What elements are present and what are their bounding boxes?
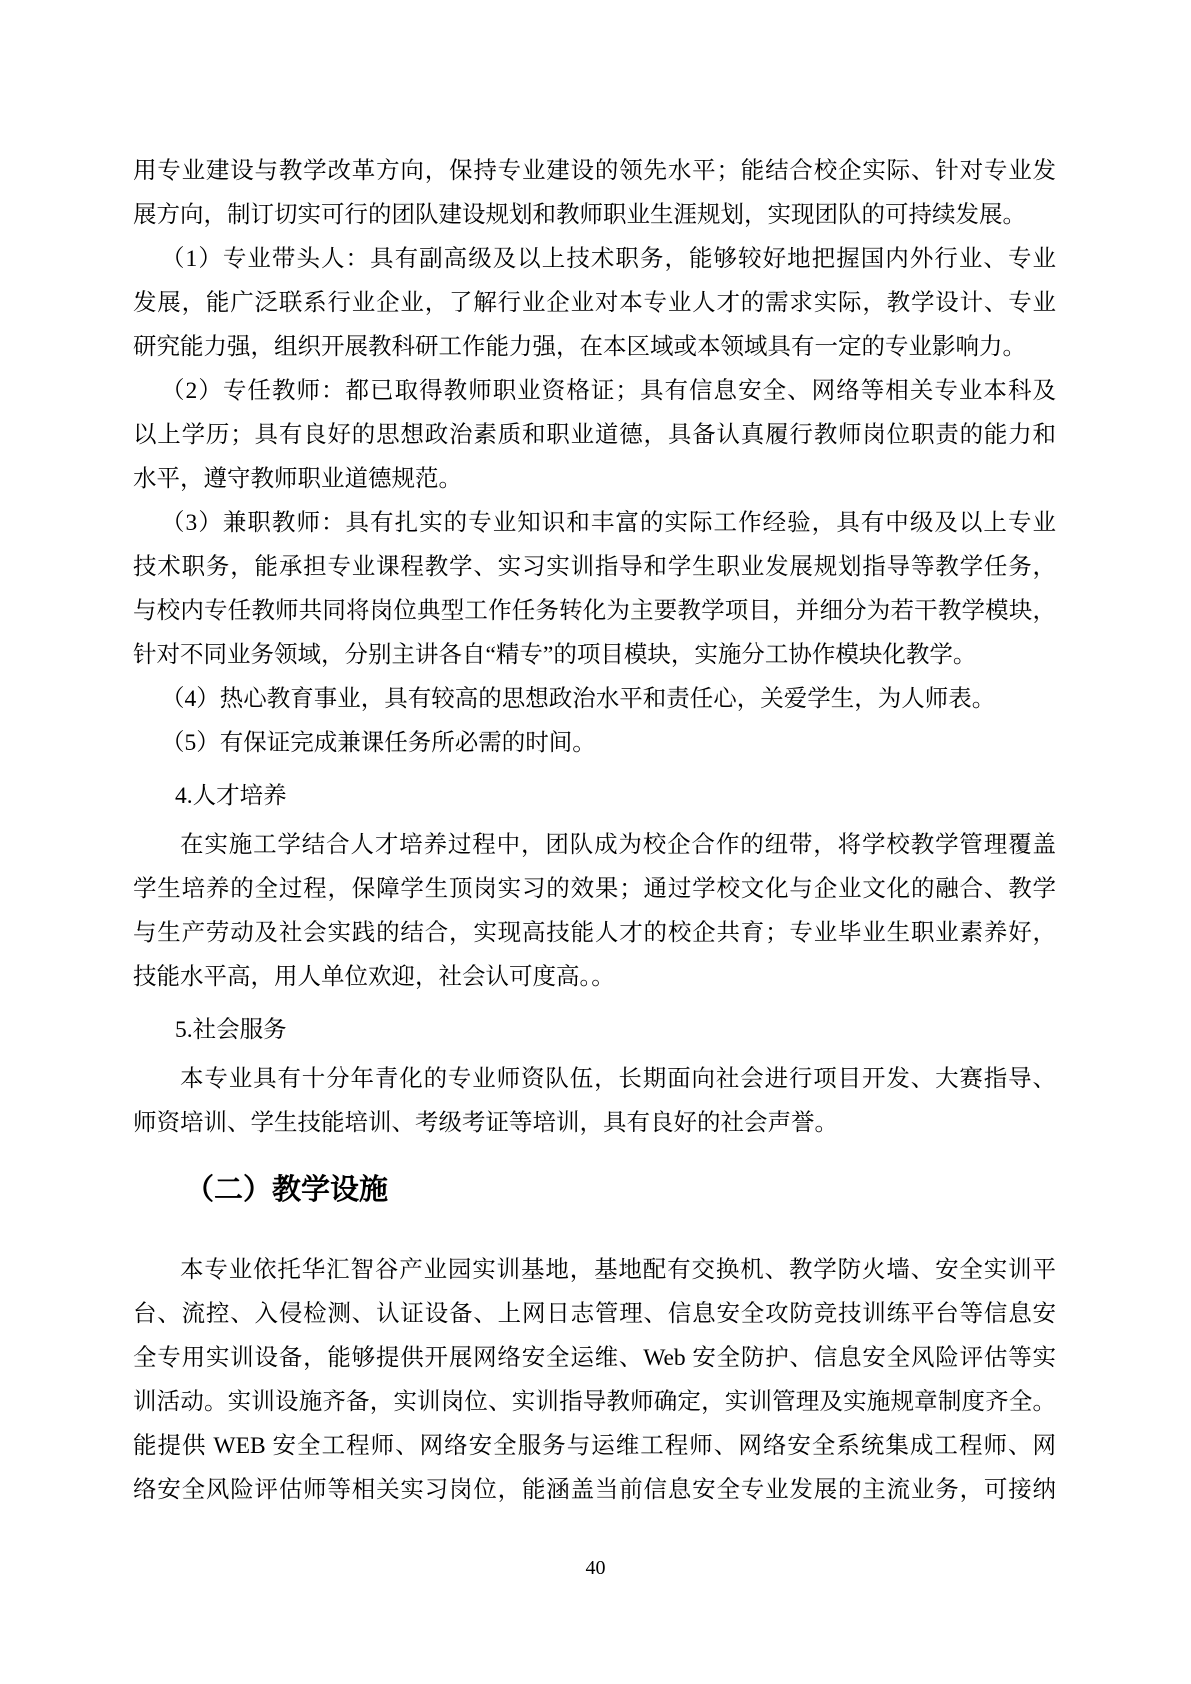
text-line: 水平，遵守教师职业道德规范。 (133, 466, 462, 492)
text-line: 发展，能广泛联系行业企业，了解行业企业对本专业人才的需求实际，教学设计、专业 (133, 290, 1056, 316)
text-line: （4）热心教育事业，具有较高的思想政治水平和责任心，关爱学生，为人师表。 (161, 686, 996, 712)
text-line: 台、流控、入侵检测、认证设备、上网日志管理、信息安全攻防竞技训练平台等信息安 (133, 1301, 1056, 1327)
document-content (133, 149, 1056, 1512)
text-line: 技能水平高，用人单位欢迎，社会认可度高。。 (133, 964, 615, 990)
text-line: 全专用实训设备，能够提供开展网络安全运维、Web 安全防护、信息安全风险评估等实 (133, 1345, 1056, 1371)
text-line: 本专业依托华汇智谷产业园实训基地，基地配有交换机、教学防火墙、安全实训平 (180, 1257, 1056, 1283)
text-line: （3）兼职教师：具有扎实的专业知识和丰富的实际工作经验，具有中级及以上专业 (161, 510, 1056, 536)
text-line: 展方向，制订切实可行的团队建设规划和教师职业生涯规划，实现团队的可持续发展。 (133, 202, 1026, 228)
text-line: 师资培训、学生技能培训、考级考证等培训，具有良好的社会声誉。 (133, 1110, 838, 1136)
text-line: （1）专业带头人：具有副高级及以上技术职务，能够较好地把握国内外行业、专业 (161, 246, 1056, 272)
text-line: 技术职务，能承担专业课程教学、实习实训指导和学生职业发展规划指导等教学任务， (133, 554, 1056, 580)
text-line: 以上学历；具有良好的思想政治素质和职业道德，具备认真履行教师岗位职责的能力和 (133, 422, 1056, 448)
text-line: 与生产劳动及社会实践的结合，实现高技能人才的校企共育；专业毕业生职业素养好， (133, 920, 1056, 946)
numbered-subheading: 5.社会服务 (175, 1017, 287, 1043)
text-line: 研究能力强，组织开展教科研工作能力强，在本区域或本领域具有一定的专业影响力。 (133, 334, 1026, 360)
text-line: 与校内专任教师共同将岗位典型工作任务转化为主要教学项目，并细分为若干教学模块， (133, 598, 1056, 624)
section-heading: （二）教学设施 (185, 1174, 389, 1206)
text-line: 针对不同业务领域，分别主讲各自“精专”的项目模块，实施分工协作模块化教学。 (133, 642, 977, 668)
text-line: 本专业具有十分年青化的专业师资队伍，长期面向社会进行项目开发、大赛指导、 (180, 1066, 1056, 1092)
page-number: 40 (585, 1557, 606, 1579)
text-line: 能提供 WEB 安全工程师、网络安全服务与运维工程师、网络安全系统集成工程师、网 (133, 1433, 1056, 1459)
numbered-subheading: 4.人才培养 (175, 783, 287, 809)
text-line: （5）有保证完成兼课任务所必需的时间。 (161, 730, 596, 756)
text-line: 络安全风险评估师等相关实习岗位，能涵盖当前信息安全专业发展的主流业务，可接纳 (133, 1477, 1056, 1503)
text-line: 训活动。实训设施齐备，实训岗位、实训指导教师确定，实训管理及实施规章制度齐全。 (133, 1389, 1056, 1415)
text-line: 学生培养的全过程，保障学生顶岗实习的效果；通过学校文化与企业文化的融合、教学 (133, 876, 1056, 902)
text-line: 用专业建设与教学改革方向，保持专业建设的领先水平；能结合校企实际、针对专业发 (133, 158, 1056, 184)
text-line: 在实施工学结合人才培养过程中，团队成为校企合作的纽带，将学校教学管理覆盖 (180, 832, 1056, 858)
text-line: （2）专任教师：都已取得教师职业资格证；具有信息安全、网络等相关专业本科及 (161, 378, 1056, 404)
